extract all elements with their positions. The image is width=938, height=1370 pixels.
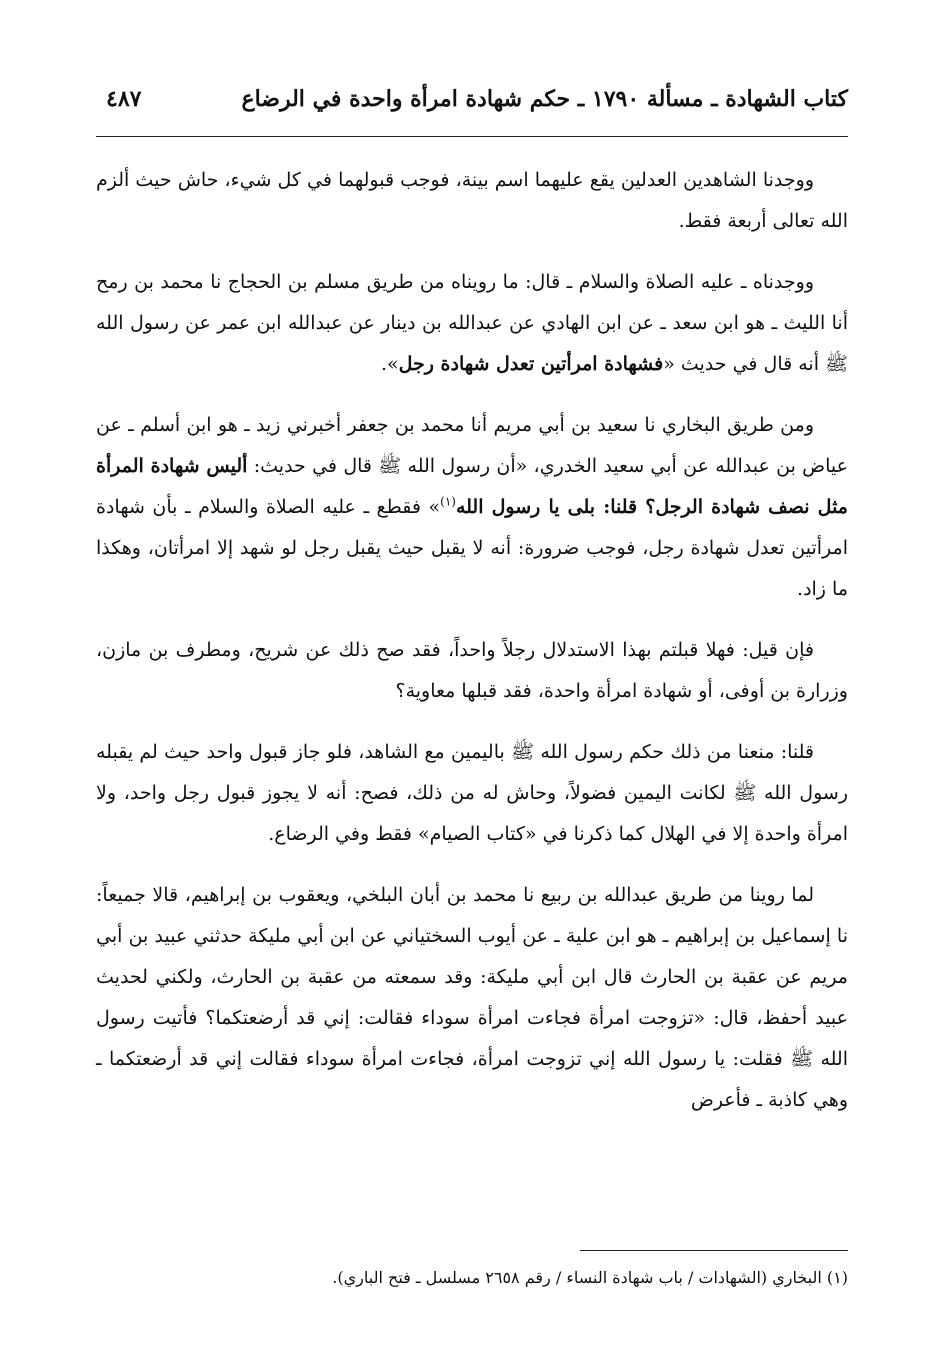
paragraph-2 <box>96 262 848 385</box>
paragraph-3-text-b: » فقطع ـ عليه الصلاة والسلام ـ بأن شهادة امرأتين تعدل شهادة رجل، فوجب ضرورة: أنه لا يقبل حيث يقبل رجل لو شهد إلا امرأتان، وهكذا ما زاد. <box>96 496 848 600</box>
footnote-reference: (١) <box>440 494 456 509</box>
hadith-question-bold: أليس شهادة المرأة مثل نصف شهادة الرجل؟ قلنا: بلى يا رسول الله <box>96 455 848 518</box>
paragraph-4: فإن قيل: فهلا قبلتم بهذا الاستدلال رجلاً واحداً، فقد صح ذلك عن شريح، ومطرف بن مازن، وزرارة بن أوفى، أو شهادة امرأة واحدة، فقد قبلها معاوية؟ <box>96 639 848 702</box>
paragraph-3-text-a: ومن طريق البخاري نا سعيد بن أبي مريم أنا محمد بن جعفر أخبرني زيد ـ هو ابن أسلم ـ عن عياض بن عبدالله عن أبي سعيد الخدري، «أن رسول الله ﷺ قال في حديث: <box>96 414 849 477</box>
main-text <box>96 160 848 1141</box>
header-divider <box>96 136 848 137</box>
footnote-divider <box>580 1250 848 1251</box>
hadith-quote-bold: فشهادة امرأتين تعدل شهادة رجل <box>398 353 664 375</box>
paragraph-6: لما روينا من طريق عبدالله بن ربيع نا محمد بن أبان البلخي، ويعقوب بن إبراهيم، قالا جميعاً: نا إسماعيل بن إبراهيم ـ هو ابن علية ـ عن أيوب السختياني عن ابن أبي مليكة حدثني عبيد بن أبي مريم عن عقبة بن الحارث قال ابن أبي مليكة: وقد سمعته من عقبة بن الحارث، ولكني لحديث عبيد أحفظ، قال: «تزوجت امرأة فجاءت امرأة سوداء فقالت: إني قد أرضعتكما؟ فأتيت رسول الله ﷺ فقلت: يا رسول الله إني تزوجت امرأة، فجاءت امرأة سوداء فقالت إني قد أرضعتكما ـ وهي كاذبة ـ فأعرض <box>96 884 848 1111</box>
paragraph-3 <box>96 405 848 610</box>
paragraph-2-text: ووجدناه ـ عليه الصلاة والسلام ـ قال: ما رويناه من طريق مسلم بن الحجاج نا محمد بن رمح أنا الليث ـ هو ابن سعد ـ عن ابن الهادي عن عبدالله بن دينار عن عبدالله ابن عمر عن رسول الله ﷺ أنه قال في حديث « <box>96 271 848 375</box>
header-title: كتاب الشهادة ـ مسألة ١٧٩٠ ـ حكم شهادة امرأة واحدة في الرضاع <box>241 86 848 112</box>
footnote: (١) البخاري (الشهادات / باب شهادة النساء / رقم ٢٦٥٨ مسلسل ـ فتح الباري). <box>332 1268 848 1287</box>
paragraph-2-end: ». <box>380 353 399 375</box>
paragraph-5: قلنا: منعنا من ذلك حكم رسول الله ﷺ باليمين مع الشاهد، فلو جاز قبول واحد حيث لم يقبله رسول الله ﷺ لكانت اليمين فضولاً، وحاش له من ذلك، فصح: أنه لا يجوز قبول رجل واحد، ولا امرأة واحدة إلا في الهلال كما ذكرنا في «كتاب الصيام» فقط وفي الرضاع. <box>96 741 848 845</box>
page-number: ٤٨٧ <box>106 86 142 112</box>
running-header <box>96 82 848 122</box>
paragraph-1: ووجدنا الشاهدين العدلين يقع عليهما اسم بينة، فوجب قبولهما في كل شيء، حاش حيث ألزم الله تعالى أربعة فقط. <box>96 169 848 232</box>
